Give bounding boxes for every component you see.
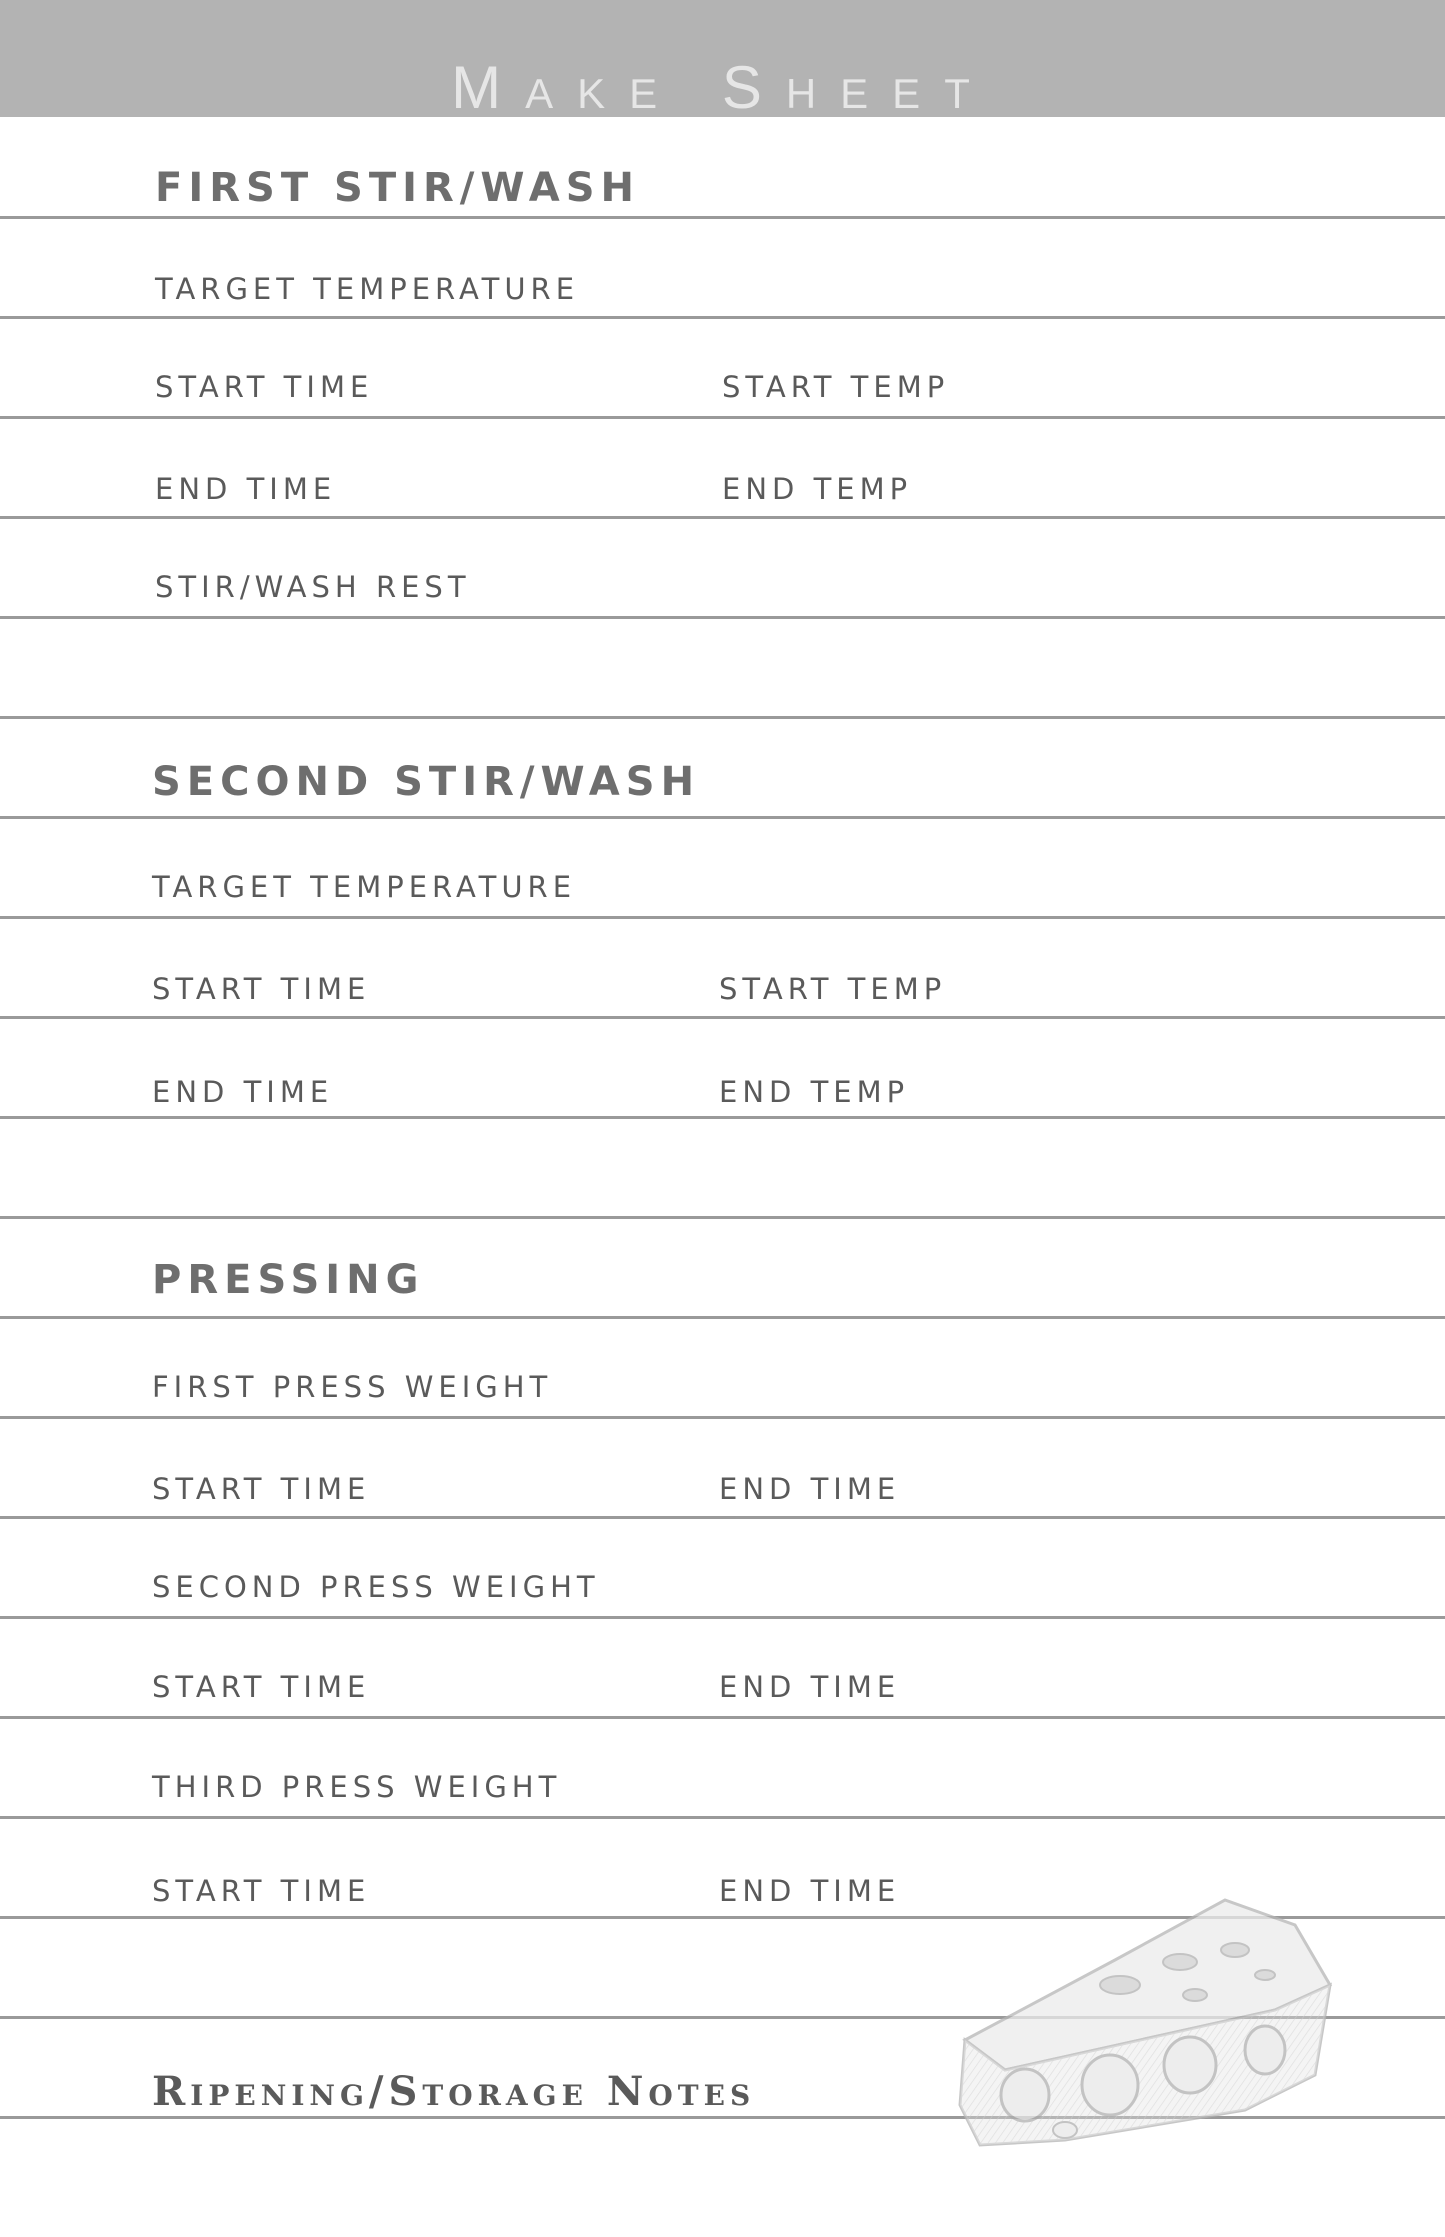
header-band [0, 0, 1445, 117]
rule-line [0, 1316, 1445, 1319]
field-label-end-temp: END TEMP [722, 472, 913, 506]
field-label-end-time: END TIME [152, 1075, 334, 1109]
page-title: Make Sheet [451, 54, 994, 117]
field-label-first-press-weight: FIRST PRESS WEIGHT [152, 1370, 553, 1404]
rule-line [0, 416, 1445, 419]
rule-line [0, 1716, 1445, 1719]
section-title-pressing: PRESSING [152, 1257, 425, 1303]
field-label-start-time: START TIME [155, 370, 374, 404]
field-label-third-press-weight: THIRD PRESS WEIGHT [152, 1770, 562, 1804]
field-label-start-temp: START TEMP [722, 370, 950, 404]
field-label-end-time: END TIME [719, 1670, 901, 1704]
field-label-end-time: END TIME [155, 472, 337, 506]
cheese-wedge-icon [945, 1890, 1345, 2165]
rule-line [0, 1216, 1445, 1219]
rule-line [0, 316, 1445, 319]
rule-line [0, 616, 1445, 619]
field-label-start-time: START TIME [152, 972, 371, 1006]
rule-line [0, 516, 1445, 519]
field-label-second-press-weight: SECOND PRESS WEIGHT [152, 1570, 600, 1604]
section-title-ripening-storage-notes: Ripening/Storage Notes [152, 2068, 756, 2115]
field-label-start-time: START TIME [152, 1670, 371, 1704]
rule-line [0, 916, 1445, 919]
rule-line [0, 816, 1445, 819]
field-label-target-temperature: TARGET TEMPERATURE [155, 272, 580, 306]
field-label-start-temp: START TEMP [719, 972, 947, 1006]
rule-line [0, 216, 1445, 219]
field-label-start-time: START TIME [152, 1472, 371, 1506]
rule-line [0, 716, 1445, 719]
field-label-start-time: START TIME [152, 1874, 371, 1908]
section-title-first-stir-wash: FIRST STIR/WASH [155, 165, 640, 211]
field-label-target-temperature: TARGET TEMPERATURE [152, 870, 577, 904]
field-label-stir-wash-rest: STIR/WASH REST [155, 570, 471, 604]
rule-line [0, 1616, 1445, 1619]
field-label-end-time: END TIME [719, 1874, 901, 1908]
rule-line [0, 1016, 1445, 1019]
rule-line [0, 1116, 1445, 1119]
rule-line [0, 1816, 1445, 1819]
field-label-end-time: END TIME [719, 1472, 901, 1506]
section-title-second-stir-wash: SECOND STIR/WASH [152, 759, 701, 805]
rule-line [0, 1416, 1445, 1419]
field-label-end-temp: END TEMP [719, 1075, 910, 1109]
rule-line [0, 1516, 1445, 1519]
